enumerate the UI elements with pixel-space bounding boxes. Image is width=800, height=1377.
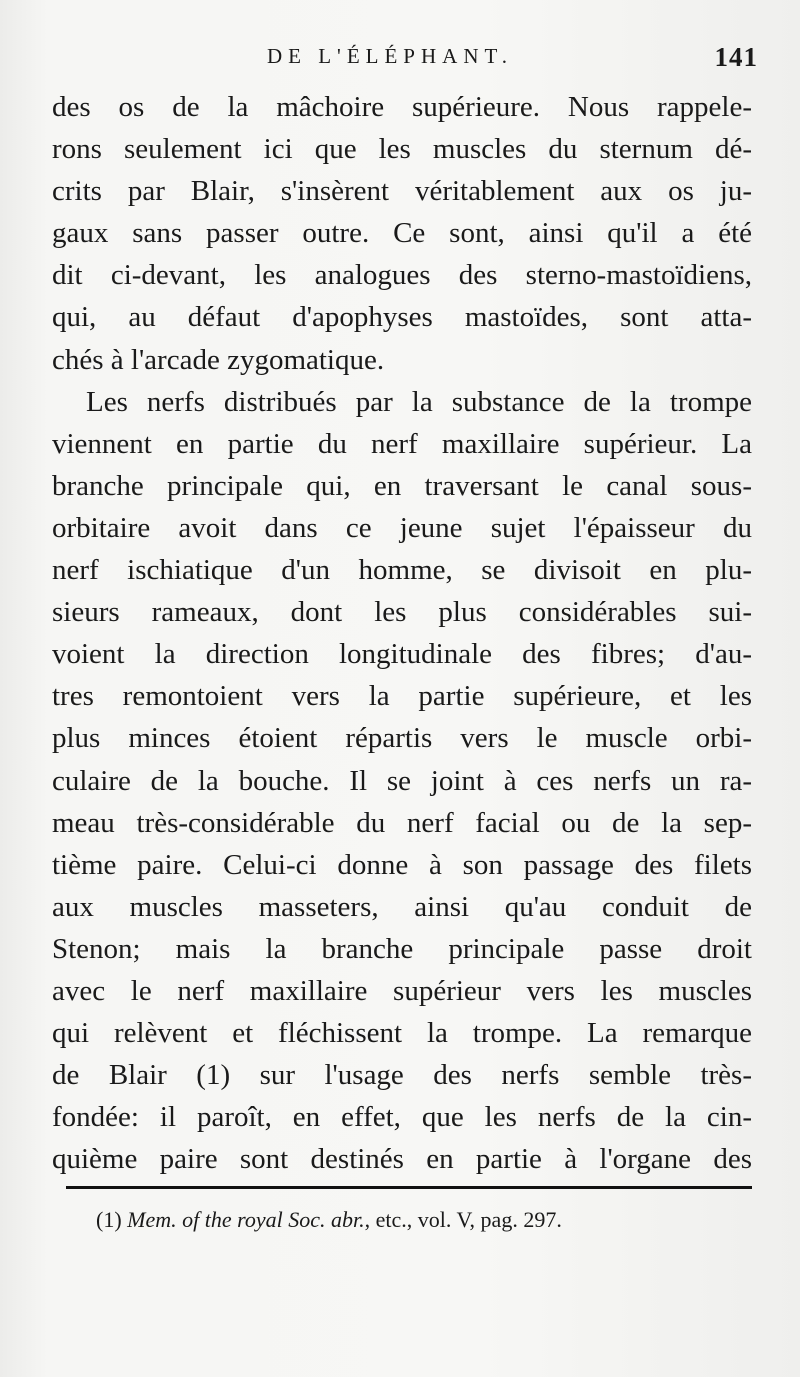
text-line: plus minces étoient répartis vers le muscle orbi-	[52, 722, 752, 755]
text-line: qui, au défaut d'apophyses mastoïdes, sont atta-	[52, 301, 752, 334]
text-line: tième paire. Celui-ci donne à son passage des filets	[52, 848, 752, 881]
text-line: orbitaire avoit dans ce jeune sujet l'épaisseur du	[52, 511, 752, 544]
footnote	[96, 1207, 562, 1233]
page-number: 141	[714, 42, 758, 72]
text-line: dit ci-devant, les analogues des sterno-mastoïdiens,	[52, 259, 752, 292]
text-line: nerf ischiatique d'un homme, se divisoit en plu-	[52, 554, 752, 587]
text-line: de Blair (1) sur l'usage des nerfs semble très-	[52, 1059, 752, 1092]
footnote-rule	[66, 1186, 752, 1189]
paragraph-start-line: Les nerfs distribués par la substance de la trompe	[86, 385, 752, 418]
text-line: qui relèvent et fléchissent la trompe. La remarque	[52, 1017, 752, 1050]
footnote-title: Mem. of the royal Soc. abr.	[127, 1207, 365, 1232]
text-line: avec le nerf maxillaire supérieur vers les muscles	[52, 974, 752, 1007]
text-line: tres remontoient vers la partie supérieure, et les	[52, 680, 752, 713]
text-line: crits par Blair, s'insèrent véritablement aux os ju-	[52, 175, 752, 208]
running-head: DE L'ÉLÉPHANT.	[266, 44, 514, 68]
text-line: des os de la mâchoire supérieure. Nous rappele-	[52, 91, 752, 123]
body-text	[52, 86, 752, 1180]
text-line: gaux sans passer outre. Ce sont, ainsi qu'il a été	[52, 217, 752, 250]
footnote-marker: (1)	[96, 1207, 122, 1232]
text-line: viennent en partie du nerf maxillaire supérieur. La	[52, 427, 752, 460]
text-line: aux muscles masseters, ainsi qu'au conduit de	[52, 890, 752, 923]
text-line: meau très-considérable du nerf facial ou de la sep-	[52, 806, 752, 839]
text-line: Stenon; mais la branche principale passe droit	[52, 932, 752, 965]
text-line: rons seulement ici que les muscles du sternum dé-	[52, 133, 752, 166]
text-line: fondée: il paroît, en effet, que les nerfs de la cin-	[52, 1101, 752, 1134]
page-header	[52, 42, 758, 76]
text-line: branche principale qui, en traversant le canal sous-	[52, 469, 752, 502]
paragraph-end-line: chés à l'arcade zygomatique.	[52, 343, 385, 376]
text-line: quième paire sont destinés en partie à l'organe des	[52, 1143, 752, 1176]
text-line: culaire de la bouche. Il se joint à ces nerfs un ra-	[52, 764, 752, 797]
text-line: sieurs rameaux, dont les plus considérables sui-	[52, 596, 752, 629]
text-line: voient la direction longitudinale des fibres; d'au-	[52, 638, 752, 671]
footnote-reference: , etc., vol. V, pag. 297.	[364, 1207, 562, 1232]
